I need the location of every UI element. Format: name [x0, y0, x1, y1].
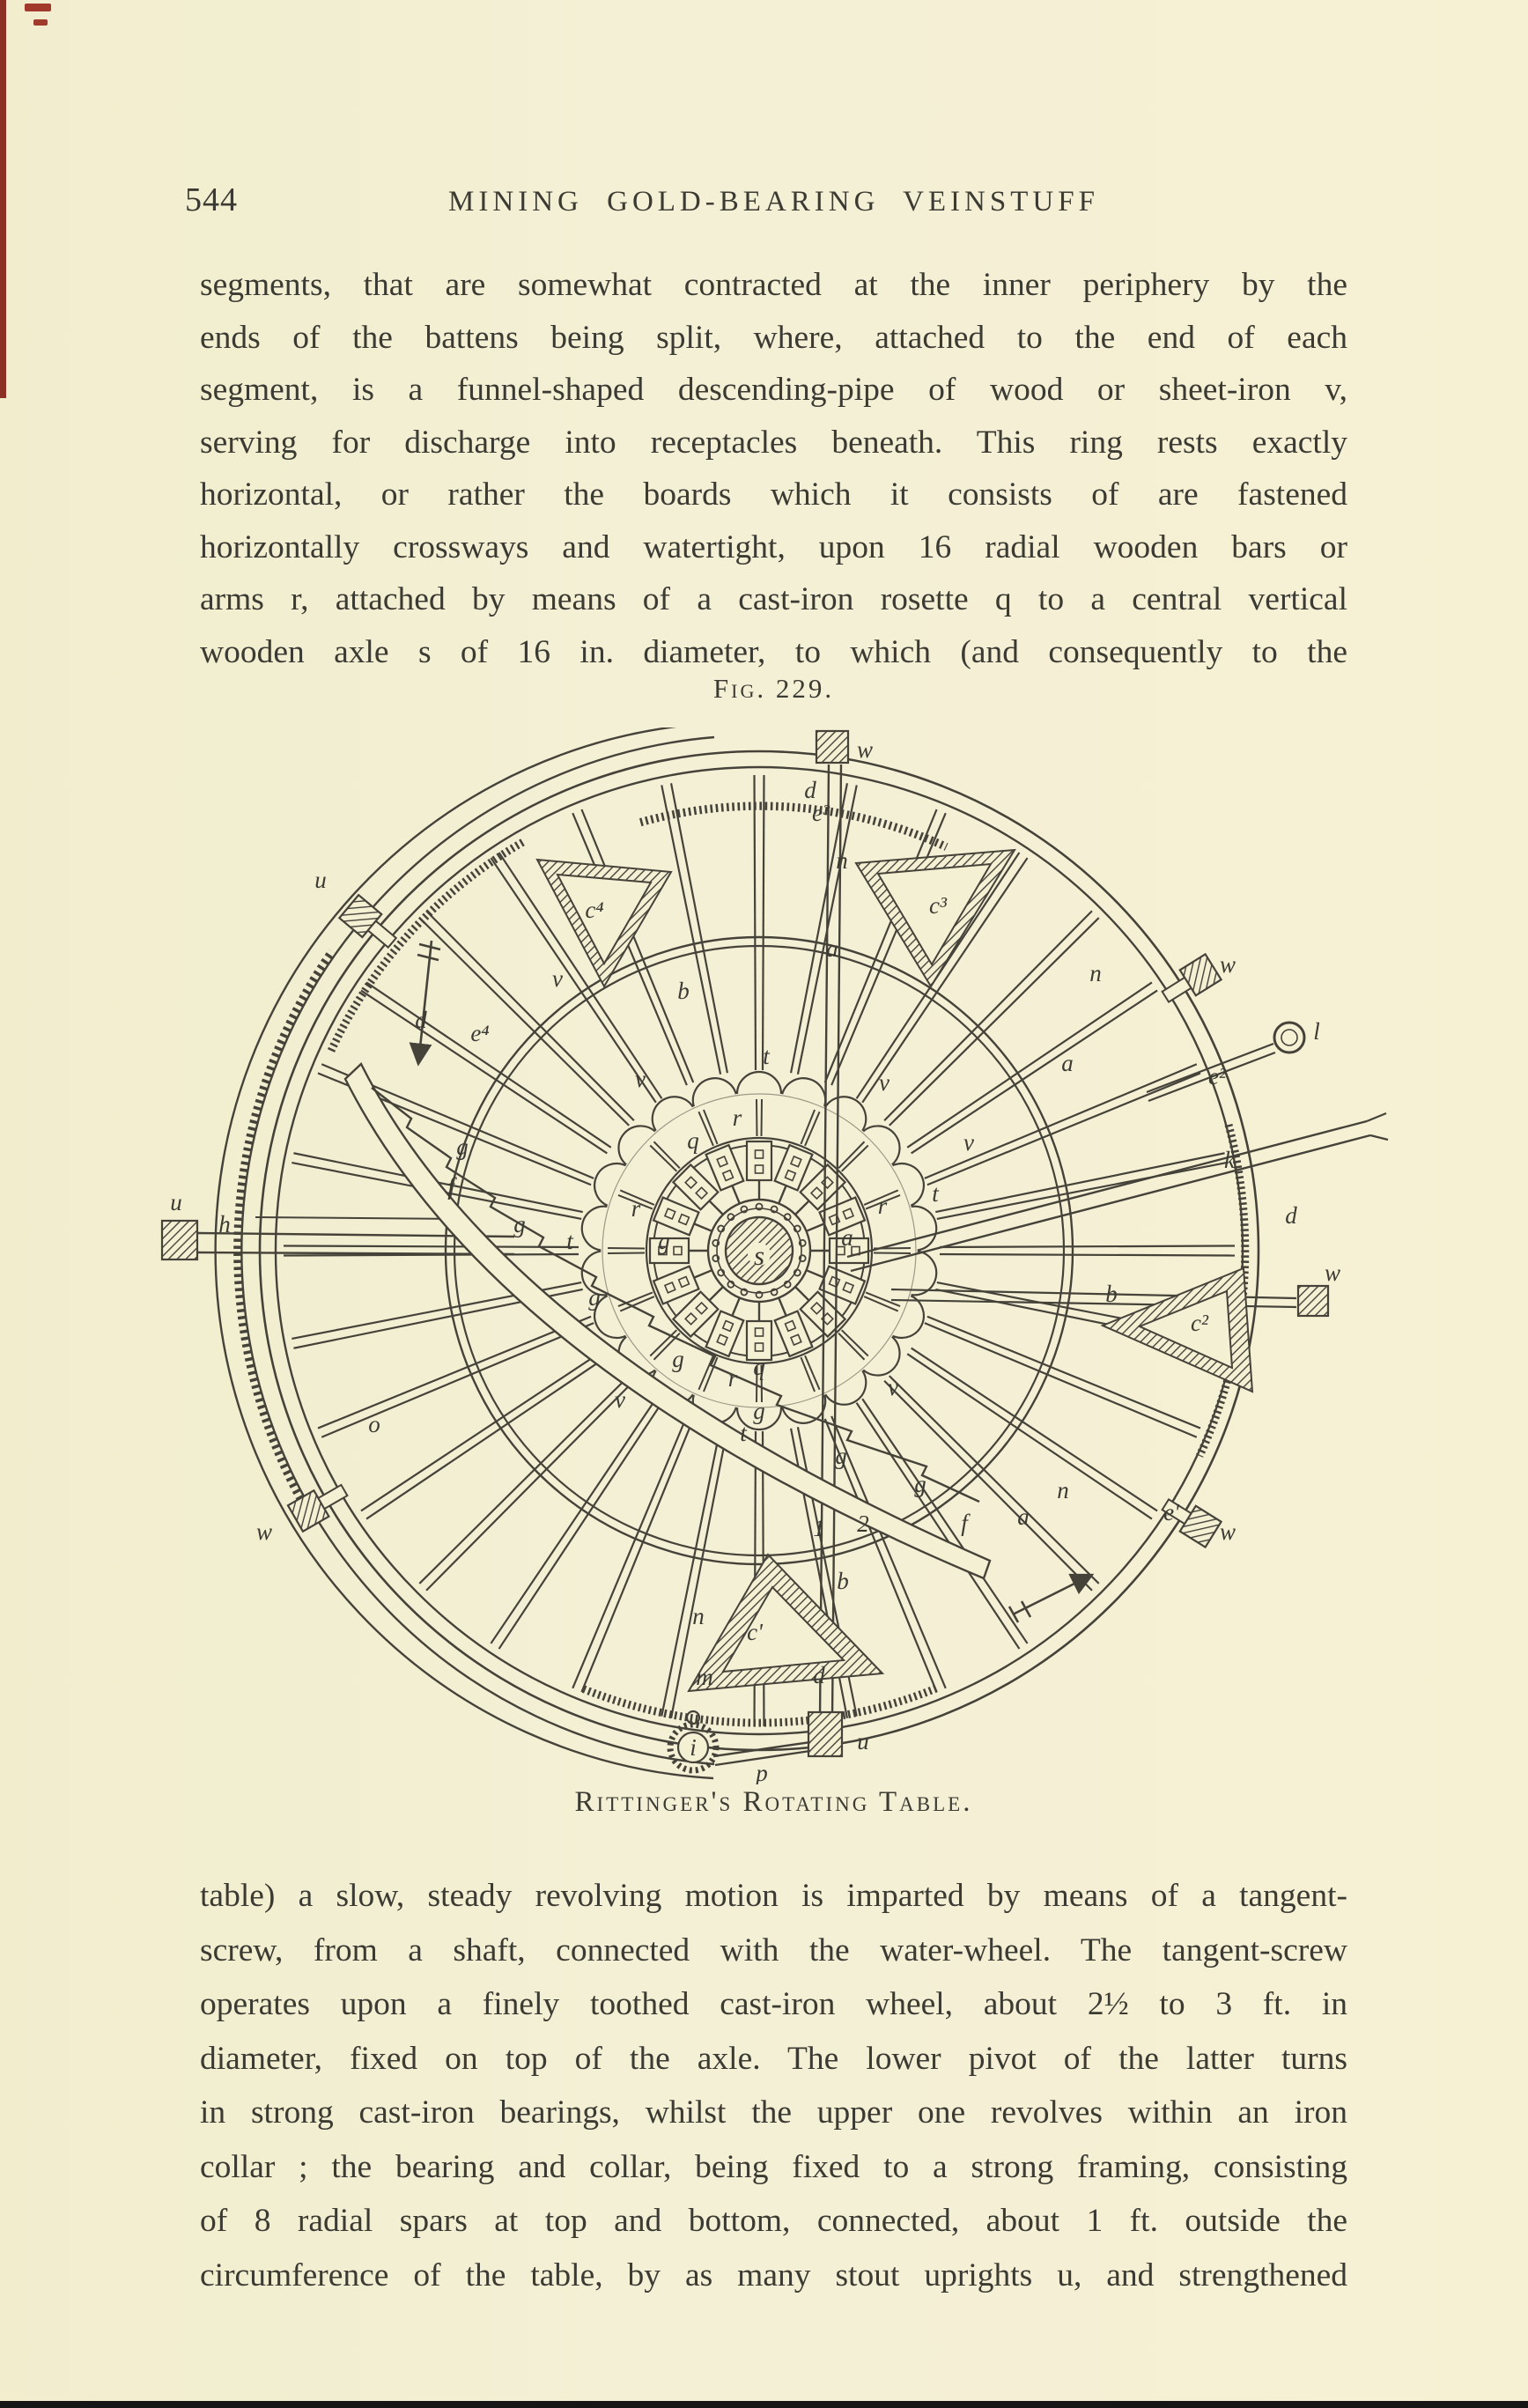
figure-label-d: d — [415, 1007, 427, 1033]
figure-label-s: s — [753, 1240, 765, 1271]
text-line: serving for discharge into receptacles beneath. This ring rests exactly — [200, 424, 1347, 461]
launder-arm — [345, 1064, 990, 1578]
figure-label-i: i — [690, 1734, 697, 1761]
figure-label-r: r — [732, 1104, 742, 1131]
text-line: segments, that are somewhat contracted at the inner periphery by the — [200, 267, 1347, 303]
figure-label-v: v — [888, 1374, 898, 1400]
figure-label-c1: c' — [747, 1619, 763, 1645]
figure-label-p: p — [756, 1760, 768, 1784]
figure-label-r: r — [877, 1193, 888, 1219]
figure-label-o: o — [368, 1411, 380, 1437]
text-line: diameter, fixed on top of the axle. The lower pivot of the latter turns — [200, 2040, 1347, 2077]
running-header: MINING GOLD-BEARING VEINSTUFF — [448, 186, 1099, 218]
figure-label-h: h — [218, 1211, 231, 1237]
figure-label-f: f — [961, 1510, 968, 1536]
figure-label-b: b — [1105, 1281, 1118, 1307]
text-line: wooden axle s of 16 in. diameter, to which (and consequently to the — [200, 633, 1347, 670]
figure-label-u: u — [170, 1189, 182, 1215]
figure-label-w: w — [255, 1518, 273, 1545]
figure-label-w: w — [1324, 1259, 1341, 1286]
scan-edge-black-strip — [0, 2401, 1528, 2408]
figure-label-r: r — [631, 1195, 641, 1222]
figure-label-g: g — [658, 1228, 670, 1254]
figure-label-u: u — [857, 1728, 869, 1754]
scan-red-mark — [33, 19, 48, 26]
scan-edge-red-strip — [0, 0, 6, 398]
figure-label-w: w — [856, 736, 874, 763]
figure-label-1: 1 — [813, 1515, 825, 1541]
right-rods — [847, 1023, 1388, 1316]
figure-label-c2: c² — [1190, 1310, 1209, 1336]
figure-label-n: n — [1057, 1477, 1069, 1503]
figure-label-t: t — [763, 1043, 770, 1069]
figure-label-v: v — [552, 965, 563, 992]
text-line: of 8 radial spars at top and bottom, connected, about 1 ft. outside the — [200, 2203, 1347, 2239]
figure-label-g: g — [456, 1134, 469, 1160]
figure-label-q: q — [687, 1127, 699, 1154]
text-line: operates upon a finely toothed cast-iron wheel, about 2½ to 3 ft. in — [200, 1986, 1347, 2022]
text-line: ends of the battens being split, where, attached to the end of each — [200, 319, 1347, 356]
scan-red-mark — [25, 4, 51, 11]
figure-label-v: v — [635, 1066, 646, 1092]
figure-label-n: n — [692, 1603, 705, 1629]
figure-label-q: q — [753, 1354, 765, 1380]
figure-label-a: a — [1061, 1050, 1074, 1076]
text-line: segment, is a funnel-shaped descending-pipe of wood or sheet-iron v, — [200, 372, 1347, 408]
figure-label-n: n — [836, 847, 848, 874]
figure-label-t: t — [566, 1228, 573, 1254]
figure-label-g: g — [914, 1471, 926, 1497]
figure-label-e1: e' — [1163, 1499, 1179, 1525]
figure-label-w: w — [1219, 951, 1236, 978]
figure-label-e3: e³ — [811, 800, 830, 826]
figure-number-heading: Fig. 229. — [712, 673, 835, 704]
figure-label-d: d — [804, 777, 816, 803]
text-line: table) a slow, steady revolving motion is imparted by means of a tangent- — [200, 1878, 1347, 1914]
figure-label-n: n — [1089, 960, 1102, 986]
text-line: horizontal, or rather the boards which it consists of are fastened — [200, 476, 1347, 513]
engraving-rotating-table — [159, 728, 1409, 1784]
paragraph-2 — [200, 1869, 1347, 2302]
text-line: screw, from a shaft, connected with the water-wheel. The tangent-screw — [200, 1932, 1347, 1969]
figure-label-a: a — [826, 935, 838, 962]
figure-label-l: l — [1313, 1018, 1320, 1045]
figure-label-c3: c³ — [928, 892, 948, 919]
figure-label-v: v — [615, 1386, 625, 1413]
top-bolt — [816, 731, 848, 763]
figure-label-g: g — [835, 1443, 847, 1469]
figure-label-u: u — [314, 867, 327, 893]
figure-label-g: g — [672, 1346, 684, 1372]
figure-label-m: m — [696, 1664, 713, 1690]
text-line: in strong cast-iron bearings, whilst the upper one revolves within an iron — [200, 2094, 1347, 2131]
figure-label-g: g — [753, 1398, 765, 1424]
figure-label-c4: c⁴ — [585, 897, 604, 923]
paragraph-1 — [200, 259, 1347, 678]
left-upright-block — [162, 1221, 197, 1259]
figure-label-a: a — [841, 1224, 853, 1251]
text-line: circumference of the table, by as many stout uprights u, and strengthened — [200, 2257, 1347, 2294]
figure-label-d: d — [1285, 1202, 1297, 1229]
figure-label-w: w — [1219, 1518, 1236, 1545]
text-line: horizontally crossways and watertight, upon 16 radial wooden bars or — [200, 528, 1347, 565]
figure-label-e4: e⁴ — [470, 1020, 490, 1046]
figure-label-a: a — [1017, 1503, 1030, 1530]
page-number: 544 — [185, 181, 238, 218]
text-line: arms r, attached by means of a cast-iron rosette q to a central vertical — [200, 581, 1347, 617]
figure-label-k: k — [1224, 1147, 1235, 1173]
figure-label-b: b — [677, 978, 690, 1004]
figure-label-e2: e² — [1207, 1063, 1227, 1090]
right-bolt — [1298, 1286, 1328, 1316]
bottom-upright-block — [808, 1712, 842, 1756]
figure-label-b: b — [837, 1568, 849, 1594]
figure-label-g: g — [588, 1284, 601, 1311]
figure-label-d: d — [813, 1662, 825, 1688]
figure-label-v: v — [963, 1129, 974, 1156]
figure-label-r: r — [727, 1365, 738, 1392]
figure-label-g: g — [513, 1211, 526, 1237]
figure-label-v: v — [879, 1069, 889, 1096]
figure-label-t: t — [932, 1180, 939, 1207]
figure-label-f: f — [447, 1173, 454, 1200]
figure-caption: Rittinger's Rotating Table. — [574, 1786, 973, 1818]
end-ring — [1274, 1023, 1304, 1053]
figure-label-2: 2 — [857, 1511, 869, 1537]
text-line: collar ; the bearing and collar, being fixed to a strong framing, consisting — [200, 2148, 1347, 2185]
figure-rittingers-rotating-table — [159, 728, 1409, 1784]
figure-label-t: t — [740, 1420, 747, 1446]
